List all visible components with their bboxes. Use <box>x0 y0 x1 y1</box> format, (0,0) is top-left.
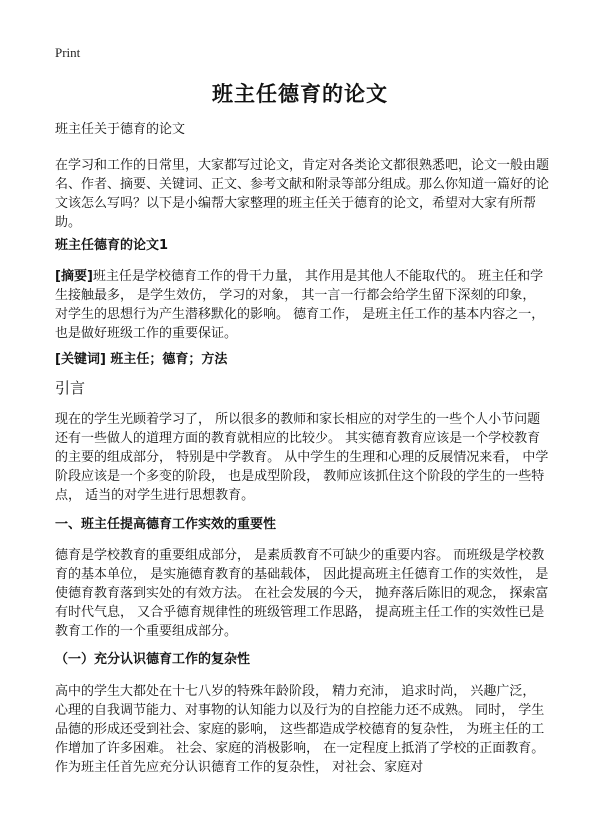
intro-section-paragraph: 现在的学生光顾着学习了， 所以很多的教师和家长相应的对学生的一些个人小节问题还有一些做人的道理方面的教育就相应的比较少。 其实德育教育应该是一个学校教育的主要的组成部分， 特别是中学教育。 从中学生的生理和心理的反展情况来看， 中学阶段应该是一个多变的阶段， 也是成型阶段， 教师应该抓住这个阶段的学生的一些特点， 适当的对学生进行思想教育。 <box>55 412 549 503</box>
subsection-heading: （一）充分认识德育工作的复杂性 <box>55 652 251 667</box>
section-heading-one: 一、班主任提高德育工作实效的重要性 <box>55 517 277 532</box>
abstract-text: 班主任是学校德育工作的骨干力量， 其作用是其他人不能取代的。 班主任和学生接触最多， 是学生效仿， 学习的对象， 其一言一行都会给学生留下深刻的印象， 对学生的思想行为产生潜移默化的影响。 德育工作， 是班主任工作的基本内容之一， 也是做好班级工作的重要保证。 <box>55 269 545 341</box>
document-title: 班主任德育的论文 <box>212 82 388 106</box>
abstract-label: [摘要] <box>55 269 93 284</box>
section-one-paragraph: 德育是学校教育的重要组成部分， 是素质教育不可缺少的重要内容。 而班级是学校教育的基本单位， 是实施德育教育的基础载体， 因此提高班主任德育工作的实效性， 是使德育教育落到实处的有效方法。 在社会发展的今天， 抛弃落后陈旧的观念， 探索富有时代气息， 又合乎德育规律性的班级管理工作思路， 提高班主任工作的实效性已是教育工作的一个重要组成部分。 <box>55 548 549 639</box>
print-label: Print <box>55 45 81 60</box>
section-heading-intro: 引言 <box>55 379 86 397</box>
abstract-paragraph <box>55 267 550 343</box>
document-subtitle: 班主任关于德育的论文 <box>55 122 186 137</box>
subsection-paragraph: 高中的学生大都处在十七八岁的特殊年龄阶段， 精力充沛， 追求时尚， 兴趣广泛， 心理的自我调节能力、对事物的认知能力以及行为的自控能力还不成熟。 同时， 学生品德的形成还受到社会、家庭的影响， 这些都造成学校德育的复杂性， 为班主任的工作增加了许多困难。 社会、家庭的消极影响， 在一定程度上抵消了学校的正面教育。 作为班主任首先应充分认识德育工作的复杂性， 对社会、家庭对 <box>55 684 545 775</box>
essay-heading: 班主任德育的论文1 <box>55 238 169 253</box>
keywords-line: [关键词] 班主任；德育；方法 <box>55 352 228 367</box>
intro-paragraph: 在学习和工作的日常里，大家都写过论文，肯定对各类论文都很熟悉吧，论文一般由题名、作者、摘要、关键词、正文、参考文献和附录等部分组成。那么你知道一篇好的论文该怎么写吗？以下是小编帮大家整理的班主任关于德育的论文，希望对大家有所帮助。 <box>55 158 550 230</box>
